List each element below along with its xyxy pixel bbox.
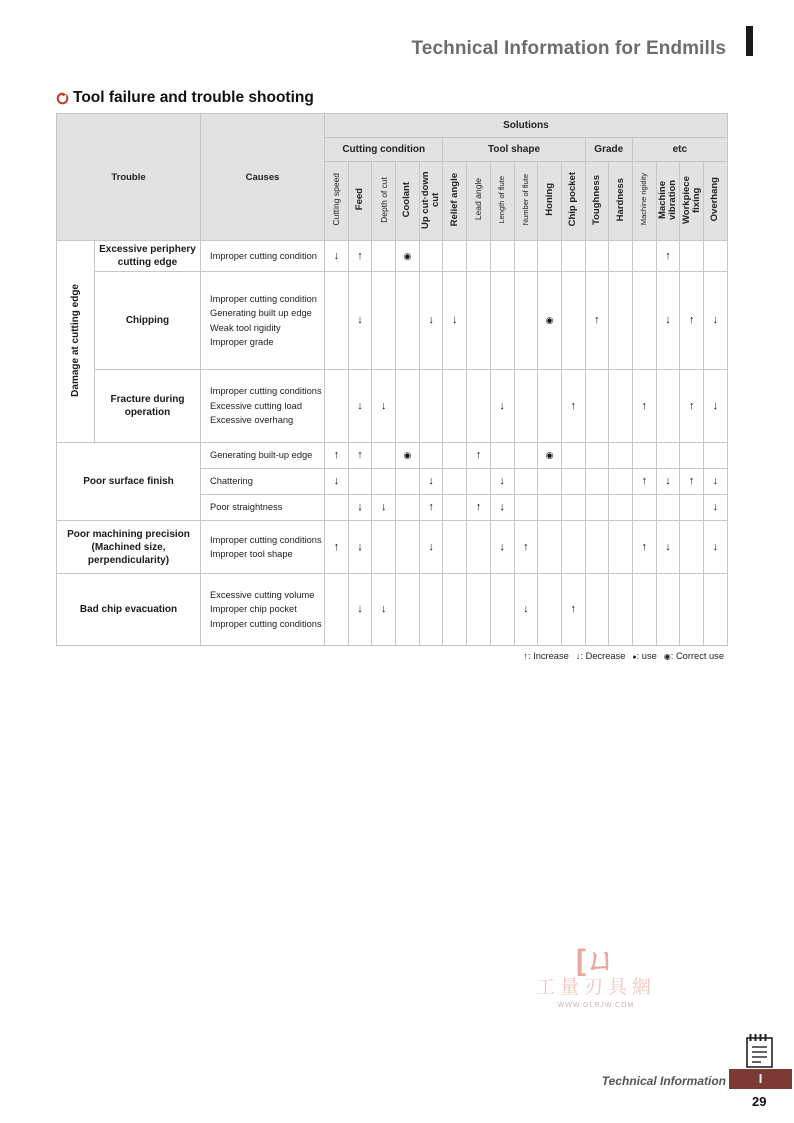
troubleshooting-table-wrap: [56, 113, 727, 646]
cause-line: Improper cutting condition: [210, 293, 317, 304]
solution-cell: [538, 370, 562, 443]
col-label: Number of flute: [520, 173, 530, 226]
solution-cell: [325, 443, 349, 469]
cause-line: Chattering: [210, 476, 253, 487]
solution-cell: [585, 574, 609, 646]
solution-cell: [372, 521, 396, 574]
solution-cell: [467, 272, 491, 370]
solution-cell: [680, 370, 704, 443]
solution-cell: [632, 574, 656, 646]
solution-cell: [348, 495, 372, 521]
table-row: [57, 443, 728, 469]
solution-cell: [585, 370, 609, 443]
group-etc: etc: [632, 138, 727, 162]
solution-cell: [538, 272, 562, 370]
solution-cell: [656, 370, 680, 443]
legend-decrease: ↓: Decrease: [575, 651, 626, 661]
solution-cell: [348, 443, 372, 469]
increase-arrow-icon: ↑: [641, 540, 648, 553]
col-feed: [348, 162, 372, 241]
table-row: [57, 241, 728, 272]
trouble-cell: Bad chip evacuation: [57, 574, 201, 646]
cause-line: Improper cutting conditions: [210, 534, 322, 545]
solution-cell: [490, 574, 514, 646]
solution-cell: [325, 272, 349, 370]
watermark-cn: 工量刃具網: [535, 977, 656, 998]
solution-cell: [561, 443, 585, 469]
solution-cell: [419, 469, 443, 495]
decrease-arrow-icon: ↓: [333, 249, 340, 262]
solution-cell: [348, 574, 372, 646]
solution-cell: [372, 272, 396, 370]
solution-cell: [656, 272, 680, 370]
col-label: Overhang: [709, 177, 721, 222]
decrease-arrow-icon: ↓: [712, 540, 719, 553]
causes-cell: [201, 495, 325, 521]
increase-arrow-icon: ↑: [641, 475, 648, 487]
causes-cell: [201, 443, 325, 469]
col-label: Relief angle: [448, 172, 460, 227]
solution-cell: [561, 370, 585, 443]
solution-cell: [419, 495, 443, 521]
col-label: Workpiece fixing: [680, 175, 702, 224]
solution-cell: [585, 272, 609, 370]
solution-cell: [514, 272, 538, 370]
solution-cell: [656, 521, 680, 574]
notebook-icon: [745, 1033, 775, 1069]
cause-line: Improper cutting conditions: [210, 618, 322, 629]
decrease-arrow-icon: ↓: [665, 540, 671, 553]
cause-line: Weak tool rigidity: [210, 322, 281, 333]
trouble-header: Trouble: [57, 114, 201, 241]
solution-cell: [704, 370, 728, 443]
decrease-arrow-icon: ↓: [428, 540, 434, 553]
solution-cell: [538, 521, 562, 574]
solution-cell: [704, 469, 728, 495]
cause-line: Poor straightness: [210, 502, 283, 513]
solution-cell: [372, 241, 396, 272]
col-label: Toughness: [590, 174, 602, 225]
troubleshooting-table-body: [57, 241, 728, 646]
solution-cell: [538, 469, 562, 495]
decrease-arrow-icon: ↓: [712, 314, 719, 326]
solution-cell: [704, 241, 728, 272]
solution-cell: [632, 495, 656, 521]
cause-line: Improper tool shape: [210, 549, 293, 559]
trouble-cell: Poor surface finish: [57, 443, 201, 521]
solution-cell: [585, 521, 609, 574]
watermark: [528, 945, 664, 1009]
solution-cell: [680, 272, 704, 370]
trouble-cell: Fracture during operation: [95, 370, 201, 443]
decrease-arrow-icon: ↓: [357, 399, 363, 412]
decrease-arrow-icon: ↓: [357, 603, 363, 615]
increase-arrow-icon: ↑: [357, 449, 363, 461]
cause-line: Improper grade: [210, 337, 274, 347]
col-up-cut-down-cut: [419, 162, 443, 241]
decrease-arrow-icon: ↓: [380, 399, 387, 412]
correct-use-icon: ◉: [403, 250, 412, 261]
causes-cell: [201, 272, 325, 370]
table-row: [57, 370, 728, 443]
col-hardness: [609, 162, 633, 241]
solution-cell: [490, 495, 514, 521]
increase-arrow-icon: ↑: [333, 449, 340, 461]
cause-line: Excessive cutting load: [210, 400, 302, 411]
solution-cell: [680, 443, 704, 469]
solution-cell: [372, 370, 396, 443]
increase-arrow-icon: ↑: [570, 603, 576, 615]
col-label: Cutting speed: [331, 173, 342, 226]
solution-cell: [467, 443, 491, 469]
legend-correct-use: ◉: Correct use: [663, 651, 724, 661]
decrease-arrow-icon: ↓: [712, 501, 719, 513]
decrease-arrow-icon: ↓: [499, 399, 505, 412]
category-label: Damage at cutting edge: [70, 283, 81, 397]
solutions-header: Solutions: [325, 114, 728, 138]
use-dot-icon: ●: [632, 654, 637, 661]
solution-cell: [348, 241, 372, 272]
solution-cell: [325, 370, 349, 443]
increase-arrow-icon: ↑: [475, 501, 482, 513]
col-workpiece-fixing: [680, 162, 704, 241]
solution-cell: [467, 574, 491, 646]
solution-cell: [609, 443, 633, 469]
solution-cell: [348, 272, 372, 370]
col-label: Honing: [543, 183, 555, 216]
solution-cell: [609, 241, 633, 272]
col-label: Machine vibration: [656, 179, 678, 220]
solution-cell: [372, 443, 396, 469]
solution-cell: [396, 443, 420, 469]
solution-cell: [419, 574, 443, 646]
solution-cell: [632, 241, 656, 272]
increase-arrow-icon: ↑: [688, 475, 695, 487]
solution-cell: [680, 495, 704, 521]
decrease-arrow-icon: ↓: [712, 399, 719, 412]
refresh-circle-icon: [56, 92, 69, 105]
col-label: Length of flute: [497, 175, 507, 224]
cause-line: Generating built up edge: [210, 308, 312, 318]
footer-section-tab: I: [729, 1069, 792, 1089]
solution-cell: [467, 241, 491, 272]
solution-cell: [443, 370, 467, 443]
solution-cell: [632, 443, 656, 469]
decrease-arrow-icon: ↓: [575, 651, 581, 661]
decrease-arrow-icon: ↓: [665, 314, 671, 326]
solution-cell: [467, 495, 491, 521]
decrease-arrow-icon: ↓: [452, 314, 458, 326]
increase-arrow-icon: ↑: [688, 399, 695, 412]
solution-cell: [561, 241, 585, 272]
solution-cell: [443, 272, 467, 370]
group-grade: Grade: [585, 138, 632, 162]
solution-cell: [396, 521, 420, 574]
col-machine-vibration: [656, 162, 680, 241]
trouble-cell: Excessive periphery cutting edge: [95, 241, 201, 272]
solution-cell: [656, 443, 680, 469]
col-depth-of-cut: [372, 162, 396, 241]
solution-cell: [372, 469, 396, 495]
col-number-of-flute: [514, 162, 538, 241]
solution-cell: [704, 521, 728, 574]
causes-cell: [201, 370, 325, 443]
decrease-arrow-icon: ↓: [333, 475, 340, 487]
col-label: Hardness: [614, 177, 626, 222]
solution-cell: [585, 443, 609, 469]
solution-cell: [561, 272, 585, 370]
solution-cell: [514, 521, 538, 574]
decrease-arrow-icon: ↓: [499, 475, 505, 487]
cause-line: Improper cutting conditions: [210, 386, 322, 397]
solution-cell: [538, 241, 562, 272]
col-label: Up cut·down cut: [420, 170, 442, 229]
col-machine-rigidity: [632, 162, 656, 241]
category-damage-at-cutting-edge: [57, 241, 95, 443]
solution-cell: [396, 241, 420, 272]
solution-cell: [632, 469, 656, 495]
trouble-cell: Chipping: [95, 272, 201, 370]
solution-cell: [704, 443, 728, 469]
correct-use-icon: ◉: [663, 652, 671, 661]
solution-cell: [514, 469, 538, 495]
col-overhang: [704, 162, 728, 241]
col-chip-pocket: [561, 162, 585, 241]
decrease-arrow-icon: ↓: [357, 540, 363, 553]
causes-header: Causes: [201, 114, 325, 241]
solution-cell: [538, 443, 562, 469]
cause-line: Excessive overhang: [210, 415, 294, 426]
page-number: 29: [752, 1094, 767, 1109]
solution-cell: [561, 469, 585, 495]
solution-cell: [656, 574, 680, 646]
decrease-arrow-icon: ↓: [357, 314, 363, 326]
solution-cell: [443, 443, 467, 469]
col-length-of-flute: [490, 162, 514, 241]
solution-cell: [348, 521, 372, 574]
correct-use-icon: ◉: [403, 450, 412, 460]
correct-use-icon: ◉: [545, 315, 554, 325]
solution-cell: [490, 521, 514, 574]
increase-arrow-icon: ↑: [570, 399, 576, 412]
causes-cell: [201, 469, 325, 495]
section-title: [56, 89, 314, 107]
increase-arrow-icon: ↑: [688, 314, 695, 326]
solution-cell: [325, 495, 349, 521]
decrease-arrow-icon: ↓: [380, 603, 387, 615]
col-relief-angle: [443, 162, 467, 241]
solution-cell: [443, 521, 467, 574]
solution-cell: [632, 272, 656, 370]
solution-cell: [325, 469, 349, 495]
col-toughness: [585, 162, 609, 241]
decrease-arrow-icon: ↓: [357, 501, 363, 513]
solution-cell: [704, 272, 728, 370]
increase-arrow-icon: ↑: [594, 314, 600, 326]
decrease-arrow-icon: ↓: [428, 314, 434, 326]
solution-cell: [348, 469, 372, 495]
cause-line: Improper cutting condition: [210, 250, 317, 261]
watermark-url: WWW.GLRJW.COM: [557, 1002, 635, 1009]
solution-cell: [609, 272, 633, 370]
decrease-arrow-icon: ↓: [499, 501, 505, 513]
col-label: Chip pocket: [567, 172, 579, 227]
cause-line: Excessive cutting volume: [210, 589, 315, 600]
solution-cell: [419, 443, 443, 469]
increase-arrow-icon: ↑: [641, 399, 648, 412]
solution-cell: [609, 469, 633, 495]
col-label: Lead angle: [473, 178, 484, 221]
solution-cell: [396, 495, 420, 521]
solution-cell: [325, 521, 349, 574]
solution-cell: [514, 443, 538, 469]
causes-cell: [201, 241, 325, 272]
legend-increase: ↑: Increase: [523, 651, 569, 661]
solution-cell: [561, 574, 585, 646]
decrease-arrow-icon: ↓: [380, 501, 387, 513]
solution-cell: [680, 574, 704, 646]
decrease-arrow-icon: ↓: [499, 540, 505, 553]
col-honing: [538, 162, 562, 241]
table-row: [57, 574, 728, 646]
causes-cell: [201, 574, 325, 646]
solution-cell: [467, 521, 491, 574]
solution-cell: [514, 370, 538, 443]
causes-cell: [201, 521, 325, 574]
solution-cell: [585, 495, 609, 521]
troubleshooting-table: [56, 113, 728, 646]
increase-arrow-icon: ↑: [523, 540, 529, 553]
solution-cell: [396, 272, 420, 370]
col-coolant: [396, 162, 420, 241]
group-tool-shape: Tool shape: [443, 138, 585, 162]
solution-cell: [609, 574, 633, 646]
solution-cell: [656, 241, 680, 272]
increase-arrow-icon: ↑: [665, 249, 671, 262]
solution-cell: [372, 574, 396, 646]
decrease-arrow-icon: ↓: [523, 603, 529, 615]
solution-cell: [538, 574, 562, 646]
table-row: [57, 272, 728, 370]
col-label: Depth of cut: [378, 176, 389, 223]
legend-use: ●: use: [632, 651, 657, 661]
solution-cell: [490, 443, 514, 469]
solution-cell: [396, 370, 420, 443]
decrease-arrow-icon: ↓: [428, 475, 434, 487]
solution-cell: [538, 495, 562, 521]
solution-cell: [325, 574, 349, 646]
page-header-title: Technical Information for Endmills: [411, 38, 726, 59]
solution-cell: [704, 574, 728, 646]
group-cutting-condition: Cutting condition: [325, 138, 443, 162]
solution-cell: [372, 495, 396, 521]
solution-cell: [443, 469, 467, 495]
solution-cell: [514, 241, 538, 272]
solution-cell: [443, 574, 467, 646]
increase-arrow-icon: ↑: [357, 249, 363, 262]
watermark-logo-icon: [ㄩ: [576, 944, 616, 977]
solution-cell: [609, 495, 633, 521]
solution-cell: [490, 272, 514, 370]
solution-cell: [396, 574, 420, 646]
increase-arrow-icon: ↑: [475, 449, 482, 461]
solution-cell: [656, 469, 680, 495]
increase-arrow-icon: ↑: [523, 651, 528, 661]
solution-cell: [561, 495, 585, 521]
col-cutting-speed: [325, 162, 349, 241]
solution-cell: [632, 370, 656, 443]
col-lead-angle: [467, 162, 491, 241]
solution-cell: [419, 272, 443, 370]
solution-cell: [656, 495, 680, 521]
solution-cell: [348, 370, 372, 443]
solution-cell: [680, 241, 704, 272]
solution-cell: [680, 469, 704, 495]
solution-cell: [609, 521, 633, 574]
section-title-text: Tool failure and trouble shooting: [73, 89, 314, 106]
solution-cell: [514, 495, 538, 521]
solution-cell: [490, 469, 514, 495]
solution-cell: [704, 495, 728, 521]
footer-label: Technical Information: [601, 1074, 726, 1088]
cause-line: Improper chip pocket: [210, 604, 297, 615]
solution-cell: [514, 574, 538, 646]
solution-cell: [467, 469, 491, 495]
solution-cell: [419, 241, 443, 272]
solution-cell: [396, 469, 420, 495]
solution-cell: [585, 241, 609, 272]
decrease-arrow-icon: ↓: [712, 475, 719, 487]
solution-cell: [443, 495, 467, 521]
solution-cell: [325, 241, 349, 272]
cause-line: Generating built-up edge: [210, 450, 313, 461]
solution-cell: [680, 521, 704, 574]
correct-use-icon: ◉: [545, 450, 554, 460]
solution-cell: [490, 370, 514, 443]
col-label: Feed: [354, 188, 366, 211]
increase-arrow-icon: ↑: [333, 540, 340, 553]
col-label: Machine rigidity: [639, 173, 649, 226]
increase-arrow-icon: ↑: [428, 501, 434, 513]
solution-cell: [419, 521, 443, 574]
solution-cell: [632, 521, 656, 574]
trouble-cell: Poor machining precision (Machined size, perpendicularity): [57, 521, 201, 574]
legend: [523, 651, 724, 661]
solution-cell: [443, 241, 467, 272]
solution-cell: [419, 370, 443, 443]
solution-cell: [561, 521, 585, 574]
solution-cell: [585, 469, 609, 495]
col-label: Coolant: [401, 181, 413, 218]
header-bar-divider: [746, 26, 753, 56]
decrease-arrow-icon: ↓: [665, 475, 671, 487]
solution-cell: [609, 370, 633, 443]
solution-cell: [490, 241, 514, 272]
solution-cell: [467, 370, 491, 443]
table-row: [57, 521, 728, 574]
